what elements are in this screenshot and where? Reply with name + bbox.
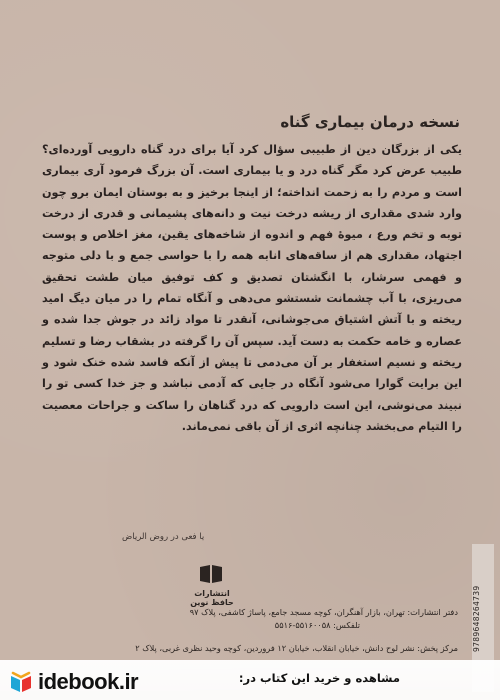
barcode-number: 9789648264739 [472, 585, 481, 653]
distribution-address: مرکز پخش: نشر لوح دانش، خیابان انقلاب، خیابان ۱۲ فروردین، کوچه وحید نظری غربی، پلاک ۲ [135, 643, 458, 653]
quote-attribution: یا فعی در روض الریاض [122, 532, 205, 542]
publisher-phone: تلفکس: ۵۵۱۶۰۰۵۸-۵۵۱۶ [274, 620, 360, 630]
promo-bar[interactable] [0, 660, 500, 700]
book-back-title: نسخه درمان بیماری گناه [280, 113, 460, 131]
book-logo-icon [8, 668, 34, 694]
idebook-logo-text: idebook.ir [38, 669, 139, 694]
promo-text: مشاهده و خرید این کتاب در: [238, 671, 400, 685]
idebook-logo[interactable] [8, 666, 158, 696]
publisher-office-address: دفتر انتشارات: تهران، بازار آهنگران، کوچه مسجد جامع، پاساژ کاشفی، پلاک ۹۷ [189, 607, 458, 617]
publisher-name: انتشارات حافظ نوین [190, 589, 234, 607]
publisher-logo-icon [198, 563, 224, 585]
book-back-paragraph: یکی از بزرگان دین از طبیبی سؤال کرد آیا برای درد گناه دارویی آورده‌ای؟ طبیب عرض کرد مگر گناه درد و یا بیماری است. آن بزرگ فرمود آری بیماری است و مردم را به زحمت انداخته؛ از اینجا برخیز و به بوستان ایمان برو چون وارد شدی مقداری از ریشه درخت نیت و دانه‌های پشیمانی و قدری از درخت توبه و تخم ورع ، میوهٔ فهم و اندوه از شاخه‌های یقین، مغز اخلاص و پوست اجتهاد، مقداری هم از ساقه‌های انابه همه را با حواسی جمع و با دلی متوجه و فهمی سرشار، با انگشتان تصدیق و کف توفیق میان طشت تحقیق می‌ریزی، با آب چشمانت شستشو می‌دهی و آنگاه تمام را در میان دیگ امید ریخته و با آتش اشتیاق می‌جوشانی، آنقدر تا مواد زائد در جوش جدا شده و عصاره و خامه حکمت به دست آید. سپس آن را گرفته در بشقاب رضا و تسلیم ریخته و نسیم استغفار بر آن می‌دمی تا پیش از آنکه فاسد شده خنک شود و این برایت گوارا می‌شود آنگاه در جایی که آدمی نباشد و جز خدا کسی تو را نبیند می‌نوشی، این است دارویی که درد گناهان را ساکت و جراحات معصیت را التیام می‌بخشد چنانچه اثری از آن باقی نمی‌ماند. [42, 143, 462, 433]
